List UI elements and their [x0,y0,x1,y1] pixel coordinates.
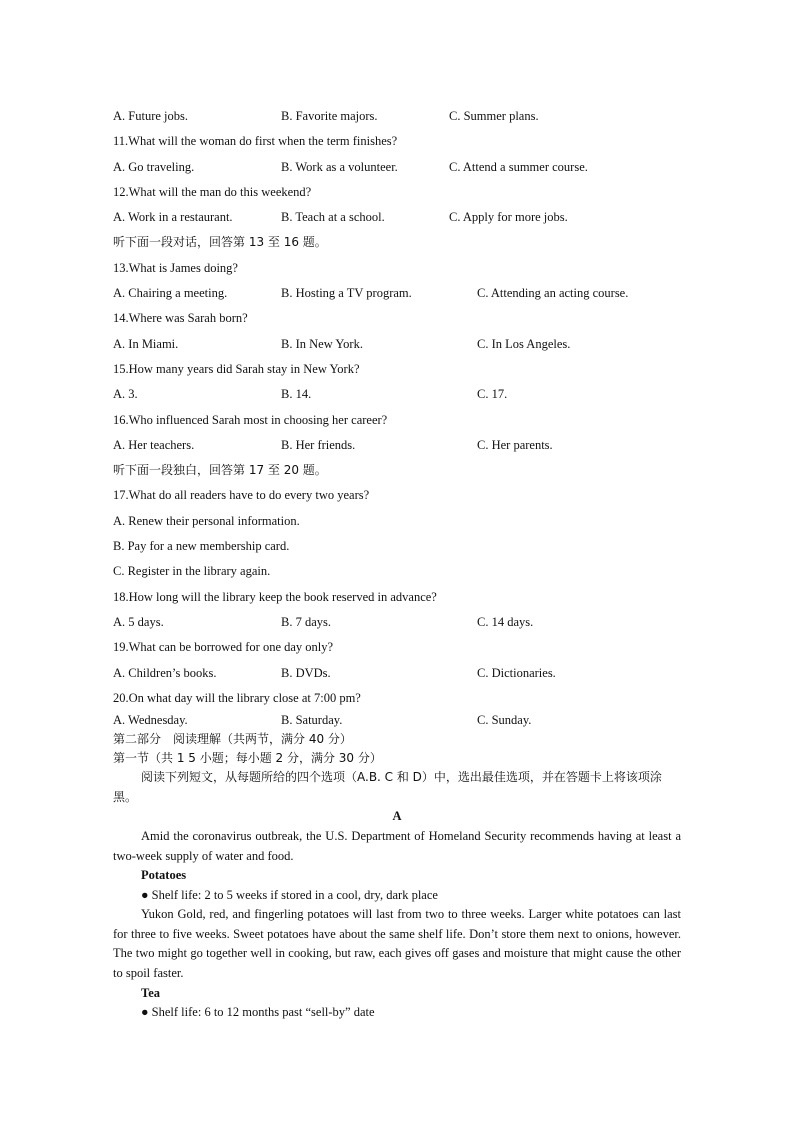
exam-page [113,104,681,1023]
q17-option-a: A. Renew their personal information. [113,513,300,528]
q15-option-c: C. 17. [477,387,508,402]
q19-option-a: A. Children’s books. [113,665,217,680]
q15-options [113,382,681,407]
q18-question: 18.How long will the library keep the book reserved in advance? [113,589,437,604]
tea-heading: Tea [141,985,160,1000]
q20-option-c: C. Sunday. [477,713,532,728]
q19-options [113,661,681,686]
q19-option-c: C. Dictionaries. [477,665,556,680]
q15-option-b: B. 14. [281,387,312,402]
passage-a-label: A [392,809,402,824]
q20-options [113,711,681,730]
q18-option-b: B. 7 days. [281,614,331,629]
q20-option-b: B. Saturday. [281,713,343,728]
q14-option-c: C. In Los Angeles. [477,336,571,351]
q15-option-a: A. 3. [113,387,138,402]
instruction-13-16: 听下面一段对话，回答第 13 至 16 题。 [113,235,327,250]
q13-option-c: C. Attending an acting course. [477,286,629,301]
q19-question: 19.What can be borrowed for one day only? [113,640,334,655]
q11-option-a: A. Go traveling. [113,159,195,174]
q20-question: 20.On what day will the library close at 7:00 pm? [113,690,361,705]
potatoes-shelf-life: ● Shelf life: 2 to 5 weeks if stored in a cool, dry, dark place [141,887,438,902]
q10-option-b: B. Favorite majors. [281,109,378,123]
passage-a-intro: Amid the coronavirus outbreak, the U.S. Department of Homeland Security recommends having at least a two-week supply of water and food. [113,828,681,863]
reading-instruction: 阅读下列短文，从每题所给的四个选项（A.B. C 和 D）中，选出最佳选项，并在答题卡上将该项涂黑。 [113,770,662,804]
q11-options [113,155,681,180]
q14-options [113,332,681,357]
q16-option-c: C. Her parents. [477,437,553,452]
q11-option-c: C. Attend a summer course. [449,159,588,174]
q16-option-b: B. Her friends. [281,437,356,452]
potatoes-heading: Potatoes [141,868,187,883]
potatoes-paragraph: Yukon Gold, red, and fingerling potatoes will last from two to three weeks. Larger white potatoes can last for three to five weeks. Sweet potatoes have about the same shelf life. Don’t store them next to onions, however. The two might go together well in cooking, but raw, each gives off gases and moisture that might cause the other to spoil faster. [113,907,681,981]
q18-options [113,610,681,635]
q20-option-a: A. Wednesday. [113,713,188,728]
q16-question: 16.Who influenced Sarah most in choosing her career? [113,412,388,427]
section1-title: 第一节（共 1 5 小题；每小题 2 分，满分 30 分） [113,751,382,766]
q18-option-a: A. 5 days. [113,614,164,629]
q19-option-b: B. DVDs. [281,665,331,680]
q10-option-c: C. Summer plans. [449,109,539,123]
q10-option-a: A. Future jobs. [113,109,188,123]
q14-option-b: B. In New York. [281,336,363,351]
q12-option-c: C. Apply for more jobs. [449,210,568,225]
q17-option-b: B. Pay for a new membership card. [113,539,290,554]
q12-option-b: B. Teach at a school. [281,210,385,225]
tea-shelf-life: ● Shelf life: 6 to 12 months past “sell-by” date [141,1005,375,1020]
q13-option-b: B. Hosting a TV program. [281,286,412,301]
instruction-17-20: 听下面一段独白，回答第 17 至 20 题。 [113,463,327,478]
q16-options [113,433,681,458]
q13-options [113,281,681,306]
q13-option-a: A. Chairing a meeting. [113,286,228,301]
q11-option-b: B. Work as a volunteer. [281,159,398,174]
q17-question: 17.What do all readers have to do every two years? [113,488,370,503]
q11-question: 11.What will the woman do first when the term finishes? [113,134,398,149]
q13-question: 13.What is James doing? [113,260,238,275]
q10-options [113,104,681,129]
q14-question: 14.Where was Sarah born? [113,311,248,326]
q12-option-a: A. Work in a restaurant. [113,210,233,225]
q18-option-c: C. 14 days. [477,614,534,629]
q17-option-c: C. Register in the library again. [113,564,271,579]
q12-options [113,205,681,230]
q12-question: 12.What will the man do this weekend? [113,184,312,199]
q16-option-a: A. Her teachers. [113,437,195,452]
q15-question: 15.How many years did Sarah stay in New York? [113,361,360,376]
q14-option-a: A. In Miami. [113,336,179,351]
part2-title: 第二部分 阅读理解（共两节，满分 40 分） [113,732,352,747]
